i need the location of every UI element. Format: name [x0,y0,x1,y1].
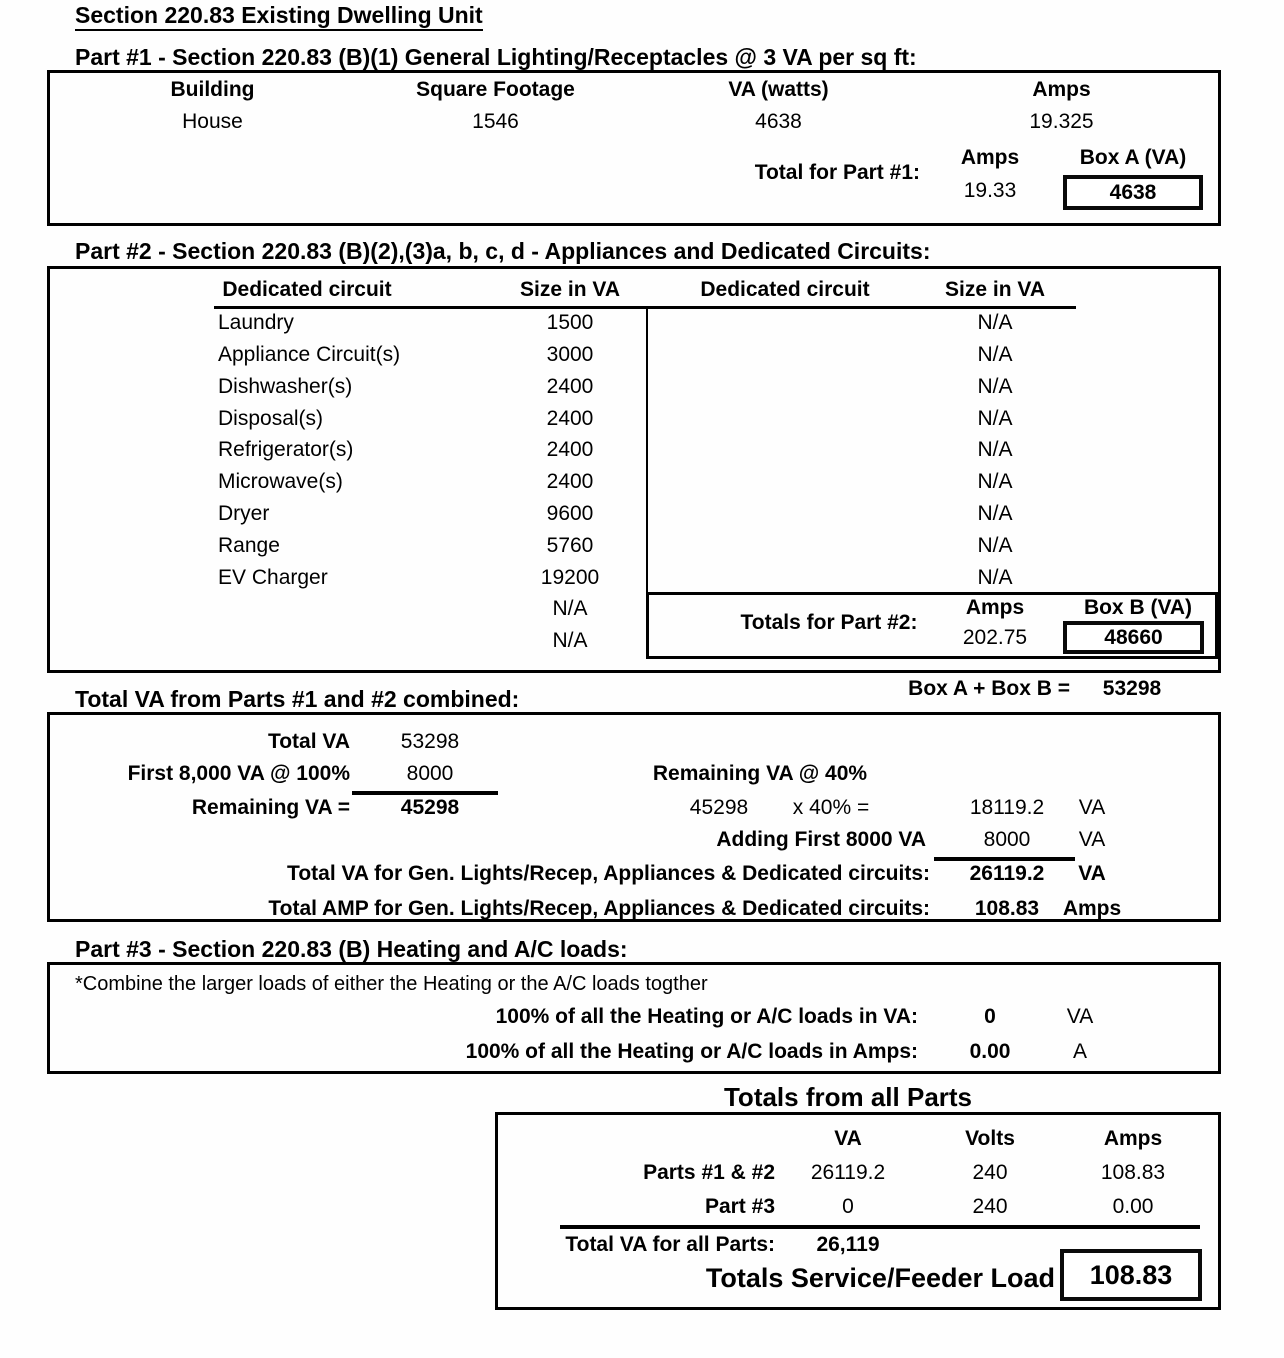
table-row-label: Dryer [218,502,270,525]
part1-cell-amps: 19.325 [1029,110,1094,133]
table-row-label: Laundry [218,311,294,334]
calc-result: 18119.2 [969,796,1045,819]
totals-row-amps: 0.00 [1112,1195,1154,1218]
part1-cell-sqft: 1546 [472,110,519,133]
part1-boxA-value: 4638 [1063,175,1203,210]
table-row-value: N/A [977,438,1013,461]
totals-header-amps: Amps [1103,1127,1163,1150]
totals-row-label: Parts #1 & #2 [643,1161,775,1184]
table-row-label: Refrigerator(s) [218,438,354,461]
table-row-value: 2400 [546,438,594,461]
calc-unit: VA [1078,796,1106,819]
boxA-plus-boxB-label: Box A + Box B = [908,677,1070,700]
totals-header-volts: Volts [965,1127,1015,1150]
table-row-label: Appliance Circuit(s) [218,343,401,366]
table-row-value: 19200 [540,566,600,589]
part3-va-unit: VA [1066,1005,1094,1028]
part2-header-size-right: Size in VA [945,278,1045,301]
remaining-va-label: Remaining VA = [191,796,350,819]
totals-box [495,1112,1221,1310]
part3-va-label: 100% of all the Heating or A/C loads in VA: [495,1005,918,1028]
table-row-value: 5760 [546,534,594,557]
part1-amps-header: Amps [960,146,1020,169]
part1-cell-building: House [182,110,243,133]
table-row-value: N/A [552,629,588,652]
part2-header-circuit-left: Dedicated circuit [222,278,392,301]
table-row-value: N/A [977,470,1013,493]
combined-heading: Total VA from Parts #1 and #2 combined: [75,686,520,712]
table-row-value: N/A [977,407,1013,430]
part3-heading: Part #3 - Section 220.83 (B) Heating and A/C loads: [75,936,628,962]
remaining-va-value: 45298 [400,796,460,819]
table-row-label: Dishwasher(s) [218,375,353,398]
sum-rule-right [934,857,1075,861]
part2-total-label: Totals for Part #2: [740,611,918,634]
part1-amps-value: 19.33 [963,179,1017,202]
part1-header-va: VA (watts) [728,78,829,101]
part2-boxB-value: 48660 [1063,621,1204,654]
part1-total-label: Total for Part #1: [754,161,920,184]
part3-va-value: 0 [984,1005,996,1028]
part1-boxA-header: Box A (VA) [1079,146,1187,169]
table-row-value: 9600 [546,502,594,525]
calc-operator: x 40% = [792,796,870,819]
totals-row-label: Part #3 [704,1195,775,1218]
part3-amps-label: 100% of all the Heating or A/C loads in Amps: [465,1040,918,1063]
part2-amps-header: Amps [965,596,1025,619]
boxA-plus-boxB-value: 53298 [1102,677,1162,700]
service-feeder-label: Totals Service/Feeder Load [705,1263,1055,1293]
totals-total-va-label: Total VA for all Parts: [565,1233,775,1256]
table-row-value: 2400 [546,470,594,493]
total-va-line-label: Total VA for Gen. Lights/Recep, Appliances & Dedicated circuits: [287,862,930,885]
table-row-value: N/A [977,566,1013,589]
first-8000-value: 8000 [406,762,454,785]
part1-heading: Part #1 - Section 220.83 (B)(1) General Lighting/Receptacles @ 3 VA per sq ft: [75,44,917,70]
totals-row-volts: 240 [972,1161,1008,1184]
part1-table [47,70,1221,226]
part2-boxB-header: Box B (VA) [1083,596,1193,619]
adding-first-value: 8000 [983,828,1031,851]
total-va-line-value: 26119.2 [969,862,1045,885]
table-row-value: N/A [977,343,1013,366]
table-row-label: Range [218,534,280,557]
total-va-line-unit: VA [1078,862,1106,885]
part2-column-divider [646,306,648,592]
total-va-label: Total VA [267,730,350,753]
part1-header-building: Building [170,78,255,101]
totals-row-va: 0 [842,1195,854,1218]
part2-header-circuit-right: Dedicated circuit [700,278,870,301]
part1-cell-va: 4638 [755,110,802,133]
adding-first-label: Adding First 8000 VA [716,828,926,851]
total-amp-line-value: 108.83 [974,897,1040,920]
table-row-label: Microwave(s) [218,470,343,493]
totals-row-va: 26119.2 [810,1161,886,1184]
part1-header-amps: Amps [1032,78,1091,101]
totals-heading: Totals from all Parts [723,1082,973,1112]
totals-header-va: VA [834,1127,862,1150]
service-feeder-value: 108.83 [1060,1249,1202,1301]
table-row-label: Disposal(s) [218,407,324,430]
table-row-value: N/A [977,311,1013,334]
first-8000-label: First 8,000 VA @ 100% [127,762,350,785]
table-row-value: 1500 [546,311,594,334]
remaining40-label: Remaining VA @ 40% [652,762,868,785]
table-row-value: 2400 [546,375,594,398]
part3-amps-value: 0.00 [969,1040,1011,1063]
totals-sum-rule [560,1225,1200,1229]
combined-box [47,712,1221,922]
part3-note: *Combine the larger loads of either the Heating or the A/C loads togther [75,973,708,995]
table-row-value: N/A [977,375,1013,398]
part2-header-size-left: Size in VA [520,278,620,301]
total-va-value: 53298 [400,730,460,753]
table-row-value: N/A [977,502,1013,525]
table-row-value: 3000 [546,343,594,366]
table-row-value: 2400 [546,407,594,430]
adding-first-unit: VA [1078,828,1106,851]
calc-operand: 45298 [689,796,749,819]
part3-box [47,962,1221,1074]
totals-row-volts: 240 [972,1195,1008,1218]
sum-rule-left [352,791,498,795]
part2-header-rule [214,306,1076,309]
table-row-value: N/A [977,534,1013,557]
part2-amps-value: 202.75 [962,626,1028,649]
page-title: Section 220.83 Existing Dwelling Unit [75,2,483,31]
totals-total-va-value: 26,119 [816,1233,880,1256]
table-row-value: N/A [552,597,588,620]
part3-amps-unit: A [1072,1040,1087,1063]
part2-heading: Part #2 - Section 220.83 (B)(2),(3)a, b, c, d - Appliances and Dedicated Circuits: [75,238,931,264]
total-amp-line-label: Total AMP for Gen. Lights/Recep, Appliances & Dedicated circuits: [268,897,930,920]
part2-table [47,266,1221,673]
table-row-label: EV Charger [218,566,328,589]
totals-row-amps: 108.83 [1100,1161,1166,1184]
part1-header-sqft: Square Footage [416,78,575,101]
total-amp-line-unit: Amps [1062,897,1122,920]
part2-totals-box [646,592,1218,659]
